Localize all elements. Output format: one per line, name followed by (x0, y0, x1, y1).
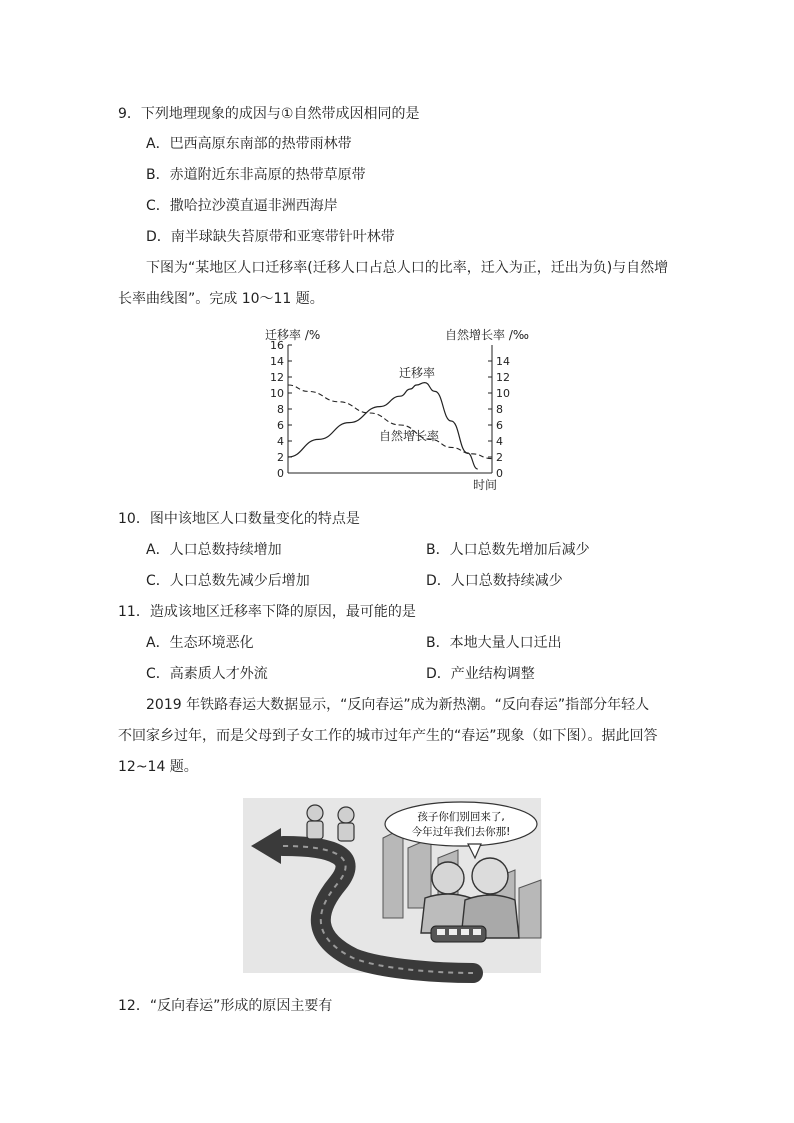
intro2-line2: 不回家乡过年，而是父母到子女工作的城市过年产生的“春运”现象（如下图）。据此回答 (118, 728, 658, 744)
series-line-natural-growth-rate (288, 385, 492, 459)
right-tick-label: 0 (496, 467, 503, 480)
x-axis-label: 时间 (473, 478, 498, 492)
q9-option-b: B．赤道附近东非高原的热带草原带 (146, 167, 366, 183)
q10-option-d: D．人口总数持续减少 (426, 573, 563, 589)
right-tick-label: 12 (496, 371, 510, 384)
right-axis-label: 自然增长率 /‰ (445, 328, 529, 342)
right-tick-label: 2 (496, 451, 503, 464)
q12-stem: 12．“反向春运”形成的原因主要有 (118, 998, 333, 1014)
q9-option-d: D．南半球缺失苔原带和亚寒带针叶林带 (146, 229, 395, 245)
left-tick-label: 4 (277, 435, 284, 448)
series-label-migration-rate: 迁移率 (399, 366, 436, 380)
right-tick-label: 4 (496, 435, 503, 448)
left-tick-label: 14 (270, 355, 284, 368)
intro1-line2: 长率曲线图”。完成 10～11 题。 (118, 291, 324, 307)
intro1-line1: 下图为“某地区人口迁移率(迁移人口占总人口的比率，迁入为正，迁出为负)与自然增 (146, 260, 669, 276)
q10-option-a: A．人口总数持续增加 (146, 542, 282, 558)
left-tick-label: 0 (277, 467, 284, 480)
q9-option-c: C．撒哈拉沙漠直逼非洲西海岸 (146, 198, 338, 214)
q11-option-b: B．本地大量人口迁出 (426, 635, 562, 651)
q11-option-c: C．高素质人才外流 (146, 666, 268, 682)
q10-stem: 10．图中该地区人口数量变化的特点是 (118, 511, 360, 527)
left-tick-label: 10 (270, 387, 284, 400)
q11-option-d: D．产业结构调整 (426, 666, 535, 682)
speech-line-1: 孩子你们别回来了, (417, 811, 505, 823)
train-icon (431, 926, 486, 942)
series-line-migration-rate (288, 383, 478, 469)
q10-option-c: C．人口总数先减少后增加 (146, 573, 310, 589)
right-tick-label: 8 (496, 403, 503, 416)
left-tick-label: 2 (277, 451, 284, 464)
left-tick-label: 16 (270, 339, 284, 352)
q11-option-a: A．生态环境恶化 (146, 635, 254, 651)
q9-option-a: A．巴西高原东南部的热带雨林带 (146, 136, 352, 152)
q10-option-b: B．人口总数先增加后减少 (426, 542, 590, 558)
intro2-line3: 12~14 题。 (118, 759, 198, 775)
right-tick-label: 10 (496, 387, 510, 400)
left-axis-label: 迁移率 /% (265, 328, 321, 342)
population-chart (255, 323, 529, 493)
left-tick-label: 12 (270, 371, 284, 384)
series-label-natural-growth-rate: 自然增长率 (379, 429, 440, 443)
left-tick-label: 6 (277, 419, 284, 432)
left-tick-label: 8 (277, 403, 284, 416)
reverse-spring-migration-cartoon (243, 798, 541, 973)
speech-line-2: 今年过年我们去你那! (411, 826, 511, 838)
q9-stem: 9．下列地理现象的成因与①自然带成因相同的是 (118, 106, 420, 122)
q11-stem: 11．造成该地区迁移率下降的原因，最可能的是 (118, 604, 416, 620)
right-tick-label: 6 (496, 419, 503, 432)
right-tick-label: 14 (496, 355, 510, 368)
intro2-line1: 2019 年铁路春运大数据显示，“反向春运”成为新热潮。“反向春运”指部分年轻人 (146, 697, 650, 713)
